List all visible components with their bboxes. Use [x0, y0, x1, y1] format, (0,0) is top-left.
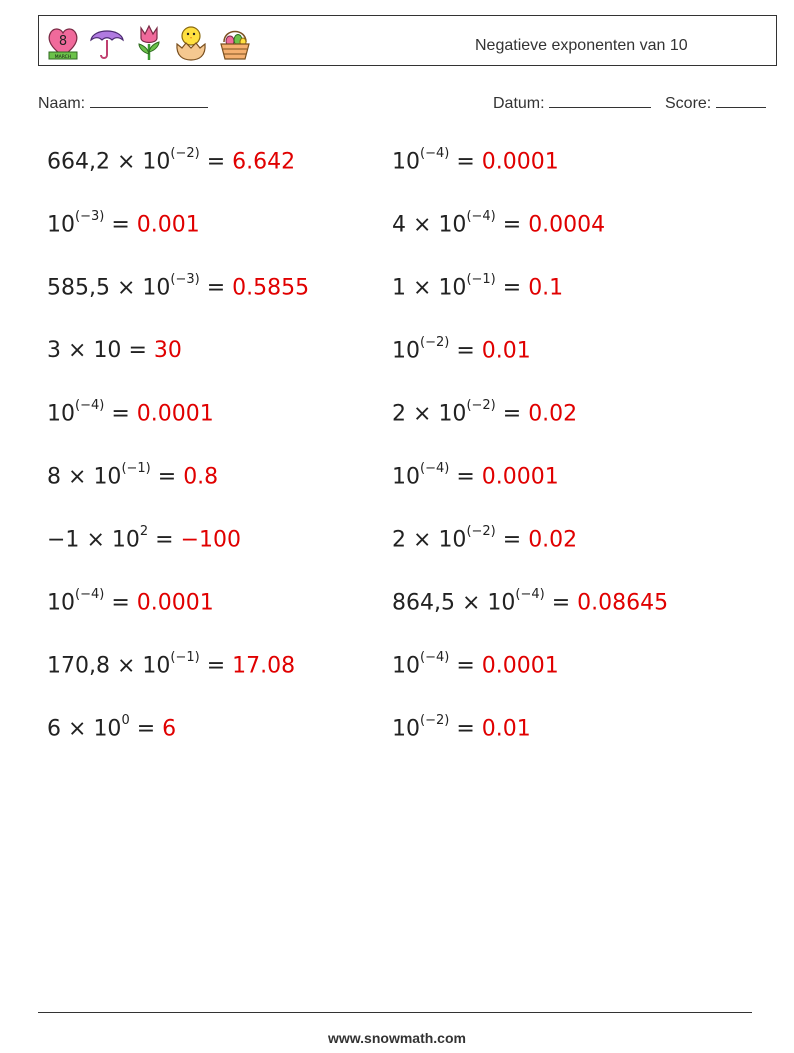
umbrella-icon [89, 22, 125, 62]
base-ten: 10 [438, 275, 467, 301]
coefficient: 8 [47, 464, 61, 490]
equals-sign: = [206, 275, 226, 301]
base-ten: 10 [47, 590, 75, 616]
exponent: (−2) [420, 713, 450, 728]
times-sign: × [68, 716, 87, 742]
answer: 0.8 [183, 464, 219, 490]
footer-url: www.snowmath.com [328, 1030, 466, 1046]
times-sign: × [68, 464, 87, 490]
times-sign: × [413, 275, 432, 301]
problem-item [47, 713, 177, 742]
equals-sign: = [157, 464, 177, 490]
times-sign: × [413, 212, 432, 238]
score-line[interactable] [716, 93, 766, 108]
footer-divider [38, 1012, 752, 1013]
problem-item [47, 146, 296, 175]
base-ten: 10 [47, 212, 75, 238]
exponent: (−4) [420, 146, 450, 161]
score-field[interactable] [665, 93, 766, 113]
equals-sign: = [456, 716, 475, 742]
exponent: (−4) [75, 398, 105, 413]
header-box [38, 15, 777, 66]
answer: 0.08645 [577, 590, 669, 616]
exponent: (−1) [121, 461, 151, 476]
base-ten: 10 [142, 149, 171, 175]
heart-march-8-icon [45, 22, 81, 62]
base-ten: 10 [111, 527, 140, 553]
base-ten: 10 [392, 653, 420, 679]
problem-item [47, 338, 182, 363]
answer: −100 [180, 527, 242, 553]
equals-sign: = [206, 653, 226, 679]
times-sign: × [413, 401, 432, 427]
exponent: (−1) [170, 650, 200, 665]
problem-item [392, 461, 559, 490]
exponent: (−4) [75, 587, 105, 602]
base-ten: 10 [438, 527, 467, 553]
equals-sign: = [155, 527, 174, 553]
answer: 0.0001 [481, 653, 559, 679]
problem-item [47, 398, 214, 427]
coefficient: 6 [47, 716, 61, 742]
base-ten: 10 [93, 464, 122, 490]
base-ten: 10 [392, 716, 420, 742]
times-sign: × [116, 149, 136, 175]
base-ten: 10 [392, 338, 420, 364]
equals-sign: = [502, 275, 522, 301]
date-label: Datum: [493, 95, 545, 112]
base-ten: 10 [142, 275, 171, 301]
base-ten: 10 [487, 590, 516, 616]
problem-item [392, 713, 531, 742]
coefficient: 2 [392, 401, 406, 427]
date-line[interactable] [549, 93, 651, 108]
coefficient: 170,8 [47, 653, 110, 679]
coefficient: 864,5 [392, 590, 455, 616]
coefficient: −1 [47, 527, 80, 553]
worksheet-title: Negatieve exponenten van 10 [475, 37, 688, 54]
answer: 0.001 [136, 212, 200, 238]
answer: 0.01 [481, 338, 531, 364]
tulip-icon [133, 22, 165, 62]
answer: 0.0001 [136, 401, 214, 427]
equals-sign: = [551, 590, 571, 616]
coefficient: 1 [392, 275, 406, 301]
coefficient: 2 [392, 527, 406, 553]
date-field[interactable] [493, 93, 651, 113]
equals-sign: = [456, 338, 475, 364]
exponent: (−4) [466, 209, 496, 224]
name-line[interactable] [90, 93, 208, 108]
answer: 6 [162, 716, 177, 742]
header-icons [45, 21, 253, 63]
equals-sign: = [111, 212, 130, 238]
equals-sign: = [111, 590, 130, 616]
answer: 0.1 [528, 275, 564, 301]
exponent: (−4) [420, 650, 450, 665]
problem-item [47, 587, 214, 616]
exponent: (−1) [466, 272, 496, 287]
problem-item [392, 335, 531, 364]
answer: 0.5855 [232, 275, 310, 301]
times-sign: × [116, 653, 136, 679]
answer: 0.02 [528, 527, 578, 553]
problem-item [47, 650, 296, 679]
answer: 17.08 [232, 653, 296, 679]
problem-item [392, 650, 559, 679]
base-ten: 10 [438, 401, 467, 427]
answer: 0.0001 [481, 149, 559, 175]
problem-item [392, 524, 578, 553]
coefficient: 4 [392, 212, 406, 238]
equals-sign: = [456, 464, 475, 490]
equals-sign: = [456, 653, 475, 679]
coefficient: 585,5 [47, 275, 110, 301]
problem-item [47, 524, 242, 553]
badge-text: MARCH [54, 55, 72, 60]
coefficient: 664,2 [47, 149, 110, 175]
times-sign: × [86, 527, 105, 553]
exponent: 2 [139, 524, 149, 539]
exponent: (−4) [420, 461, 450, 476]
equals-sign: = [502, 401, 522, 427]
equals-sign: = [456, 149, 475, 175]
egg-basket-icon [217, 22, 253, 62]
problem-item [47, 461, 219, 490]
answer: 0.01 [481, 716, 531, 742]
answer: 0.02 [528, 401, 578, 427]
base-ten: 10 [392, 464, 420, 490]
equals-sign: = [111, 401, 130, 427]
problem-item [392, 587, 669, 616]
exponent: (−4) [515, 587, 545, 602]
times-sign: × [461, 590, 481, 616]
name-label: Naam: [38, 95, 86, 112]
equals-sign: = [136, 716, 156, 742]
hatching-chick-icon [173, 22, 209, 62]
problem-item [47, 209, 200, 238]
base-ten: 10 [438, 212, 467, 238]
times-sign: × [116, 275, 136, 301]
score-label: Score: [665, 95, 712, 112]
problem-item [392, 272, 564, 301]
exponent: 0 [121, 713, 130, 728]
badge-number: 8 [58, 34, 68, 49]
base-ten: 10 [142, 653, 171, 679]
answer: 0.0004 [528, 212, 606, 238]
problem-item [392, 398, 578, 427]
exponent: (−2) [466, 524, 496, 539]
exponent: (−3) [75, 209, 105, 224]
problem-item [392, 146, 559, 175]
times-sign: × [413, 527, 432, 553]
problem-item [47, 272, 310, 301]
exponent: (−2) [466, 398, 496, 413]
equals-sign: = [206, 149, 226, 175]
problem-item [392, 209, 606, 238]
base-ten: 10 [93, 338, 122, 363]
base-ten: 10 [47, 401, 75, 427]
times-sign: × [68, 338, 87, 363]
exponent: (−2) [170, 146, 200, 161]
coefficient: 3 [47, 338, 61, 363]
answer: 30 [153, 338, 182, 363]
equals-sign: = [502, 212, 522, 238]
answer: 0.0001 [481, 464, 559, 490]
answer: 6.642 [232, 149, 296, 175]
equals-sign: = [502, 527, 522, 553]
base-ten: 10 [392, 149, 420, 175]
exponent: (−2) [420, 335, 450, 350]
name-field[interactable] [38, 93, 208, 113]
answer: 0.0001 [136, 590, 214, 616]
exponent: (−3) [170, 272, 200, 287]
base-ten: 10 [93, 716, 122, 742]
equals-sign: = [128, 338, 147, 363]
